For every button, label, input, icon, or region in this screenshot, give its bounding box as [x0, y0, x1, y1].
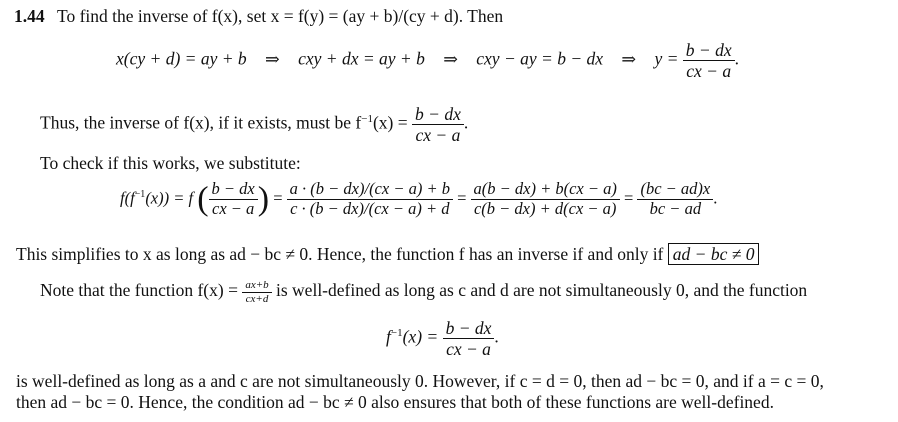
fraction-denominator: cx+d	[245, 292, 269, 305]
period: .	[734, 48, 739, 69]
inverse-display	[386, 318, 499, 359]
note-fraction	[242, 279, 271, 305]
chain-result-fraction	[683, 40, 735, 81]
chain-result-lhs: y =	[654, 48, 679, 69]
chain-step-2: cxy + dx = ay + b	[298, 48, 425, 69]
closing-line-1: is well-defined as long as a and c are not simultaneously 0. However, if c = d = 0, then ad − bc = 0, and if a = c = 0,	[16, 371, 824, 391]
right-paren: )	[257, 180, 270, 218]
equals-sign: =	[624, 188, 634, 208]
intro-text: To find the inverse of f(x), set x = f(y) = (ay + b)/(cy + d). Then	[57, 6, 504, 26]
problem-number: 1.44	[14, 6, 45, 26]
chain-step-1: x(cy + d) = ay + b	[116, 48, 247, 69]
period: .	[463, 112, 469, 133]
implies-arrow-1: ⇒	[265, 48, 280, 69]
sub-paren-fraction	[209, 180, 258, 219]
implication-chain	[116, 40, 739, 81]
fraction-numerator: a · (b − dx)/(cx − a) + b	[287, 180, 453, 200]
sub-fraction-2	[471, 180, 620, 219]
problem-header	[14, 6, 503, 27]
fraction-denominator: bc − ad	[649, 198, 702, 218]
thus-fraction	[412, 104, 464, 145]
thus-text: Thus, the inverse of f(x), if it exists, must be f	[40, 112, 362, 133]
sub-lhs2: (x)) = f	[145, 188, 194, 208]
implies-arrow-3: ⇒	[621, 48, 637, 69]
fraction-denominator: cx − a	[446, 339, 491, 360]
simplify-text: This simplifies to x as long as ad − bc ≠ 0. Hence, the function f has an inverse if and only if	[16, 244, 664, 264]
fraction-denominator: c · (b − dx)/(cx − a) + d	[290, 198, 450, 218]
finv-fraction	[443, 318, 495, 359]
finv-lhs: f	[386, 326, 391, 347]
sub-superscript: −1	[134, 188, 146, 200]
fraction-denominator: c(b − dx) + d(cx − a)	[473, 198, 617, 218]
boxed-condition: ad − bc ≠ 0	[668, 243, 760, 265]
fraction-numerator: b − dx	[683, 40, 735, 61]
fraction-numerator: b − dx	[443, 318, 495, 339]
note-post: is well-defined as long as c and d are not simultaneously 0, and the function	[276, 280, 808, 301]
fraction-numerator: a(b − dx) + b(cx − a)	[471, 180, 620, 200]
chain-step-3: cxy − ay = b − dx	[476, 48, 604, 69]
fraction-denominator: cx − a	[686, 61, 732, 82]
sub-fraction-3	[637, 180, 713, 219]
fraction-numerator: b − dx	[412, 104, 464, 125]
fraction-numerator: (bc − ad)x	[637, 180, 713, 200]
closing-line-2: then ad − bc = 0. Hence, the condition ad − bc ≠ 0 also ensures that both of these functions are well-defined.	[16, 392, 774, 412]
equals-sign: =	[273, 188, 283, 208]
finv-superscript: −1	[390, 326, 403, 339]
period: .	[713, 188, 718, 208]
fraction-denominator: cx − a	[212, 198, 255, 218]
thus-line	[40, 104, 468, 145]
fraction-numerator: b − dx	[209, 180, 258, 200]
left-paren: (	[197, 180, 209, 218]
fraction-numerator: ax+b	[242, 279, 271, 293]
note-pre: Note that the function f(x) =	[40, 280, 238, 301]
simplify-line	[16, 244, 759, 265]
period: .	[494, 326, 499, 347]
fraction-denominator: cx − a	[415, 125, 461, 146]
substitution-equation	[120, 180, 717, 219]
sub-lhs: f(f	[120, 188, 135, 208]
implies-arrow-2: ⇒	[443, 48, 458, 69]
finv-lhs2: (x) =	[402, 326, 439, 347]
check-text: To check if this works, we substitute:	[40, 153, 301, 173]
sub-fraction-1	[287, 180, 453, 219]
thus-after: (x) =	[372, 112, 408, 133]
equals-sign: =	[457, 188, 467, 208]
inverse-superscript: −1	[361, 112, 373, 125]
note-line	[40, 279, 807, 305]
